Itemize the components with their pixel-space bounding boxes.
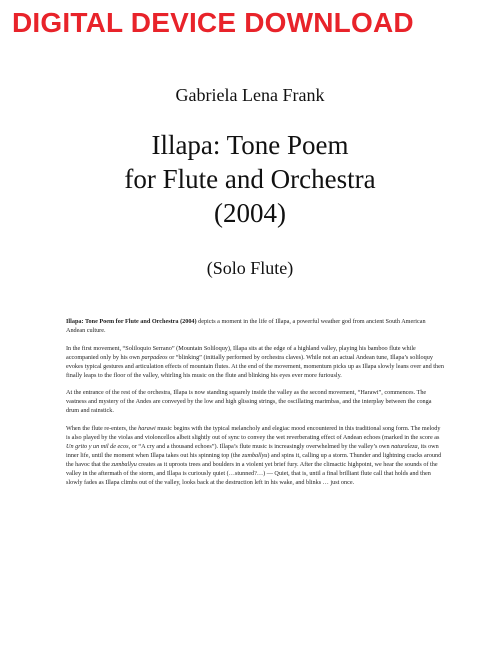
download-banner: DIGITAL DEVICE DOWNLOAD [12,7,414,38]
program-note-italic-term: zumballyu [111,460,137,468]
title-line-1: Illapa: Tone Poem [151,130,349,160]
program-note-text: When the flute re-enters, the [66,425,139,433]
program-note [66,318,444,497]
program-note-text: depicts a moment in the life of Illapa, a powerful weather god from ancient South American Andean culture. [66,318,426,334]
program-note-paragraph-1 [66,318,444,336]
program-note-italic-term: harawi [138,425,156,433]
work-title [0,128,500,230]
program-note-italic-term: zumballyu [241,451,268,459]
program-note-italic-term: Un grito y un mil de ecos [66,442,129,450]
title-line-3: (2004) [214,198,286,228]
program-note-text: or “blinking” (initially performed by orchestra claves). While not an actual Andean tune, Illapa’s soliloquy evokes typical gestures and articulation effects of mountain flutes. At the end of the movement, momentum picks up as Illapa slowly leans over and then finally leaps to the floor of the valley, whirling his music on the flute and blinking his eyes ever more furiously. [66,353,444,379]
program-note-text: In the first movement, “Soliloquio Serrano” (Mountain Soliloquy), Illapa sits at the edge of a highland valley, playing his bamboo flute while accompanied only by his own [66,344,416,361]
program-note-text: , or “A cry and a thousand echoes”). Illapa’s flute music is increasingly overwhelmed by the valley’s own [128,442,392,450]
program-note-work-title: Illapa: Tone Poem for Flute and Orchestra (2004) [66,318,197,325]
program-note-paragraph-3: At the entrance of the rest of the orchestra, Illapa is now standing squarely inside the valley as the second movement, “Harawi”, commences. The vastness and mystery of the Andes are conveyed by the low and high glissing strings, the oscillating marimbas, and the interplay between the conga drum and rainstick. [66,389,432,415]
instrument-part-label: (Solo Flute) [206,258,294,278]
program-note-text: , its own inner life, until the moment when Illapa takes out his spinning top (the [66,442,439,459]
program-note-italic-term: naturaleza [391,442,418,450]
program-note-text: creates as it uproots trees and boulders in a violent yet brief fury. After the climactic highpoint, we hear the sounds of the valley in the aftermath of the storm, and Illapa is curiously quiet (…stunned?…) — Quiet, that is, until a final brilliant flute call that holds and then slowly fades as Illapa climbs out of the valley, looks back at the destruction left in his wake, and blinks … just once. [66,460,438,486]
composer-name: Gabriela Lena Frank [175,85,325,105]
program-note-paragraph-2 [66,345,444,381]
program-note-text: ) and spins it, calling up a storm. Thunder and lightning cracks around the havoc that the [66,451,442,468]
title-line-2: for Flute and Orchestra [124,164,376,194]
program-note-paragraph-4 [66,425,444,487]
program-note-text: music begins with the typical melancholy and elegiac mood encountered in this traditional song form. The melody is also played by the violas and violoncellos albeit slightly out of sync to convey the wet reverberating effect of Andean echoes (marked in the score as [66,425,441,442]
program-note-italic-term: parpadeos [141,353,168,361]
